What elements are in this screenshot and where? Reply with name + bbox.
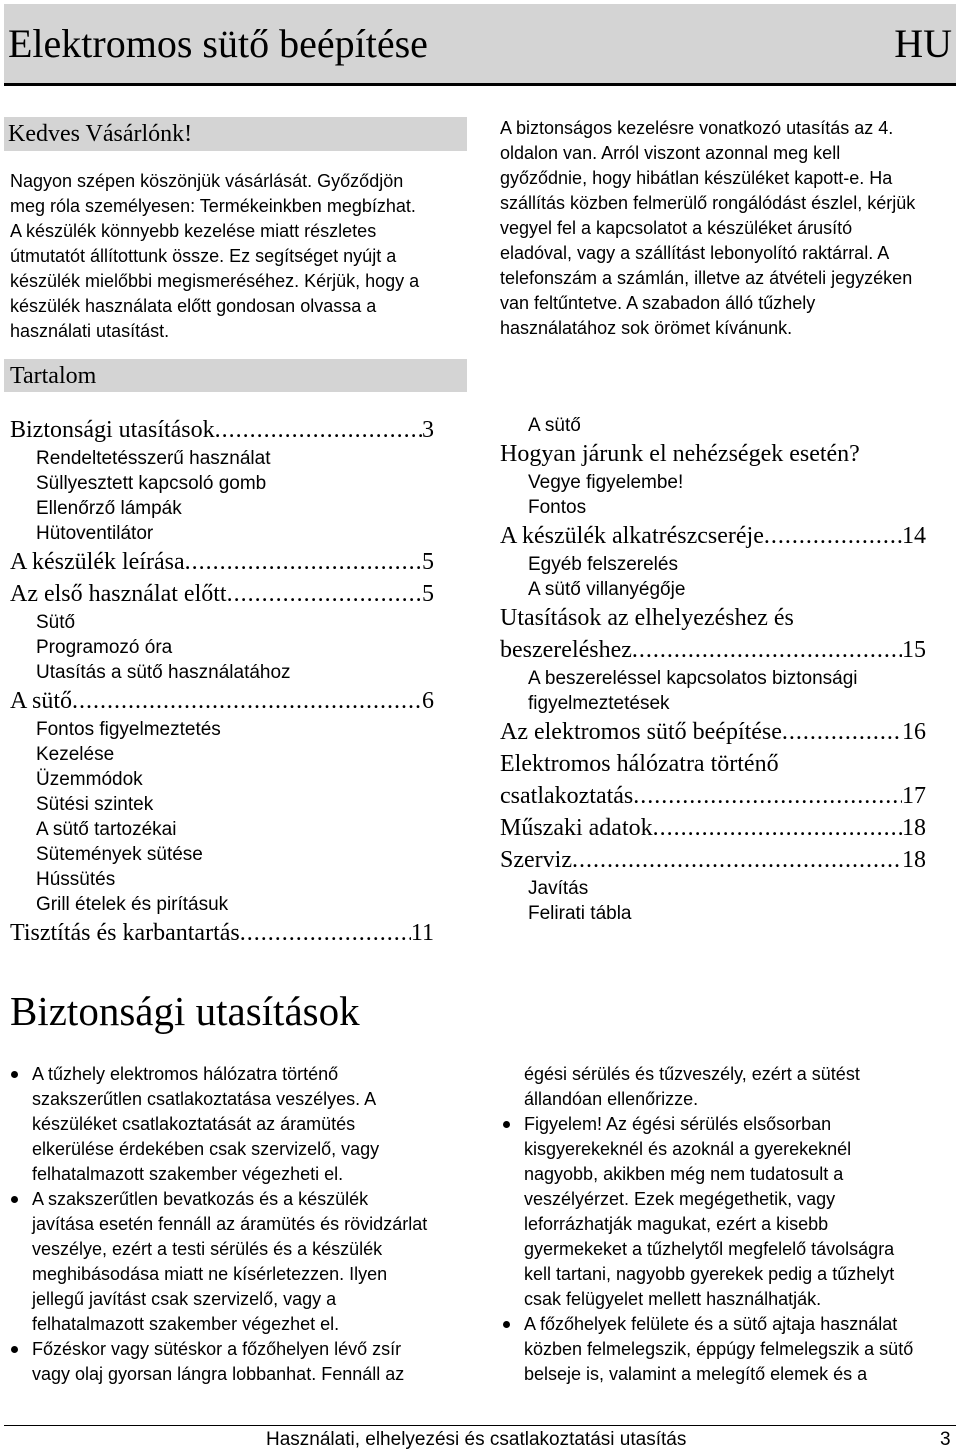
paragraph-line: győződnie, hogy hibátlan készüléket kapott-e. Ha (500, 168, 893, 188)
document-title: Elektromos sütő beépítése (8, 21, 428, 66)
bullet-line: vagy olaj gyorsan lángra lobbanhat. Fennáll az (32, 1364, 405, 1384)
paragraph-line: A készülék könnyebb kezelése miatt részletes (10, 221, 377, 241)
bullet-icon (503, 1321, 510, 1328)
bullet-line: szakszerűtlen csatlakoztatása veszélyes. A (32, 1089, 377, 1109)
toc-subentry[interactable]: Rendeltetésszerű használat (36, 448, 271, 469)
bullet-line: A szakszerűtlen bevatkozás és a készülék (32, 1189, 369, 1209)
bullet-line: készüléket csatlakoztatását az áramütés (32, 1114, 356, 1134)
bullet-line: A főzőhelyek felülete és a sütő ajtaja használat (524, 1314, 898, 1334)
toc-subentry[interactable]: figyelmeztetések (528, 693, 670, 714)
bullet-line: gyermekeket a tűzhelytől megfelelő távolságra (524, 1239, 895, 1259)
toc-subentry[interactable]: Sütő (36, 612, 76, 633)
bullet-line: közben felmelegszik, éppúgy felmelegszik a sütő (524, 1339, 914, 1359)
paragraph-line: van feltűntetve. A szabadon álló tűzhely (500, 293, 816, 313)
bullet-line: nagyobb, akikben még nem tudatosult a (524, 1164, 844, 1184)
bullet-line: kisgyerekeknél és azoknál a gyerekeknél (524, 1139, 852, 1159)
toc-subentry[interactable]: A beszereléssel kapcsolatos biztonsági (528, 668, 858, 689)
toc-entry-safety[interactable]: Biztonsági utasítások ..... 3 (10, 414, 434, 446)
bullet-line: veszélye, ezért a testi sérülés és a készülék (32, 1239, 383, 1259)
bullet-icon (503, 1121, 510, 1128)
paragraph-line: vegyel fel a kapcsolatot a készüléket árusító (500, 218, 853, 238)
contents-heading: Tartalom (10, 363, 97, 389)
bullet-line: belseje is, valamint a melegítő elemek és a (524, 1364, 868, 1384)
toc-left-column (10, 414, 434, 949)
toc-entry-placement[interactable]: beszereléshez ..... 15 (500, 634, 926, 666)
bullet-line: javítása esetén fennáll az áramütés és rövidzárlat (32, 1214, 428, 1234)
paragraph-line: készülék használata előtt gondosan olvassa a (10, 296, 377, 316)
paragraph-line: eladóval, vagy a szállítást lebonyolító raktárral. A (500, 243, 890, 263)
toc-entry-service[interactable]: Szerviz ..... 18 (500, 844, 926, 876)
toc-subentry[interactable]: Ellenőrző lámpák (36, 498, 182, 519)
toc-entry-troubleshooting[interactable]: Hogyan járunk el nehézségek esetén? (500, 441, 860, 467)
bullet-line: elkerülése érdekében csak szervizelő, vagy (32, 1139, 380, 1159)
toc-subentry[interactable]: Vegye figyelembe! (528, 472, 684, 493)
bullet-line: A tűzhely elektromos hálózatra történő (32, 1064, 339, 1084)
toc-entry-connect-line1[interactable]: Elektromos hálózatra történő (500, 751, 779, 777)
toc-subentry[interactable]: Fontos (528, 497, 587, 518)
safety-bullet (500, 1312, 956, 1387)
paragraph-line: szállítás közben felmerülő rongálódást észlel, kérjük (500, 193, 916, 213)
greeting-paragraph (10, 169, 419, 344)
bullet-line: jellegű javítást csak szervizelő, vagy a (32, 1289, 337, 1309)
bullet-line: állandóan ellenőrizze. (524, 1089, 699, 1109)
paragraph-line: telefonszám a számlán, illetve az átvételi jegyzéken (500, 268, 913, 288)
intro-right-paragraph (500, 116, 915, 341)
toc-entry-oven[interactable]: A sütő ..... 6 (10, 685, 434, 717)
bullet-line: meghibásodása miatt ne kísérletezzen. Ilyen (32, 1264, 388, 1284)
toc-subentry[interactable]: Utasítás a sütő használatához (36, 662, 291, 683)
toc-entry-description[interactable]: A készülék leírása ..... 5 (10, 546, 434, 578)
paragraph-line: használatához sok örömet kívánunk. (500, 318, 793, 338)
toc-subentry[interactable]: Grill ételek és pirításuk (36, 894, 229, 915)
toc-subentry[interactable]: Üzemmódok (36, 769, 143, 790)
toc-entry-parts[interactable]: A készülék alkatrészcseréje ..... 14 (500, 520, 926, 552)
toc-subentry[interactable]: Kezelése (36, 744, 115, 765)
greeting-heading: Kedves Vásárlónk! (8, 121, 193, 147)
bullet-icon (11, 1346, 18, 1353)
paragraph-line: készülék mielőbbi megismeréséhez. Kérjük, hogy a (10, 271, 420, 291)
toc-entry-first-use[interactable]: Az első használat előtt ..... 5 (10, 578, 434, 610)
toc-right-column (500, 413, 926, 926)
toc-subentry[interactable]: Hütoventilátor (36, 523, 154, 544)
toc-subentry[interactable]: A sütő (528, 415, 581, 436)
safety-bullet (500, 1112, 956, 1312)
toc-entry-tech[interactable]: Műszaki adatok ..... 18 (500, 812, 926, 844)
toc-subentry[interactable]: Felirati tábla (528, 903, 632, 924)
bullet-line: csak felügyelet mellett használhatják. (524, 1289, 822, 1309)
bullet-line: felhatalmazott szakember végezheti el. (32, 1164, 344, 1184)
paragraph-line: meg róla személyesen: Termékeinkben megbízhat. (10, 196, 416, 216)
toc-entry-cleaning[interactable]: Tisztítás és karbantartás ..... 11 (10, 917, 434, 949)
bullet-line: veszélyérzet. Ezek megégethetik, vagy (524, 1189, 836, 1209)
bullet-line: égési sérülés és tűzveszély, ezért a sütést (524, 1064, 860, 1084)
paragraph-line: használati utasítást. (10, 321, 170, 341)
bullet-line: kell tartani, nagyobb gyerekek pedig a tűzhelyt (524, 1264, 895, 1284)
language-code: HU (894, 21, 952, 66)
toc-subentry[interactable]: Sütemények sütése (36, 844, 203, 865)
toc-subentry[interactable]: A sütő tartozékai (36, 819, 177, 840)
safety-left-column (8, 1062, 478, 1387)
paragraph-line: Nagyon szépen köszönjük vásárlását. Győződjön (10, 171, 404, 191)
toc-subentry[interactable]: Programozó óra (36, 637, 173, 658)
footer-rule (4, 1425, 956, 1426)
bullet-icon (11, 1196, 18, 1203)
page-number: 3 (940, 1429, 951, 1450)
toc-subentry[interactable]: Sütési szintek (36, 794, 154, 815)
bullet-line: Főzéskor vagy sütéskor a főzőhelyen lévő zsír (32, 1339, 402, 1359)
bullet-icon (11, 1071, 18, 1078)
toc-subentry[interactable]: Egyéb felszerelés (528, 554, 678, 575)
bullet-line: Figyelem! Az égési sérülés elsősorban (524, 1114, 832, 1134)
paragraph-line: A biztonságos kezelésre vonatkozó utasítás az 4. (500, 118, 894, 138)
safety-bullet (8, 1187, 478, 1337)
toc-subentry[interactable]: A sütő villanyégője (528, 579, 686, 600)
bullet-line: leforrázhatják magukat, ezért a kisebb (524, 1214, 829, 1234)
toc-subentry[interactable]: Fontos figyelmeztetés (36, 719, 221, 740)
paragraph-line: útmutatót állítottunk össze. Ez segítséget nyújt a (10, 246, 397, 266)
bullet-line: felhatalmazott szakember végezhet el. (32, 1314, 340, 1334)
toc-entry-connect[interactable]: csatlakoztatás ..... 17 (500, 780, 926, 812)
safety-bullet (8, 1062, 478, 1187)
paragraph-line: oldalon van. Arról viszont azonnal meg kell (500, 143, 841, 163)
safety-right-column (500, 1062, 956, 1387)
toc-subentry[interactable]: Hússütés (36, 869, 116, 890)
toc-entry-placement-line1[interactable]: Utasítások az elhelyezéshez és (500, 605, 794, 631)
toc-subentry[interactable]: Süllyesztett kapcsoló gomb (36, 473, 267, 494)
safety-heading: Biztonsági utasítások (10, 988, 360, 1034)
toc-entry-install[interactable]: Az elektromos sütő beépítése ..... 16 (500, 716, 926, 748)
toc-subentry[interactable]: Javítás (528, 878, 589, 899)
safety-bullet (8, 1337, 478, 1387)
footer-text: Használati, elhelyezési és csatlakoztatási utasítás (266, 1429, 687, 1450)
